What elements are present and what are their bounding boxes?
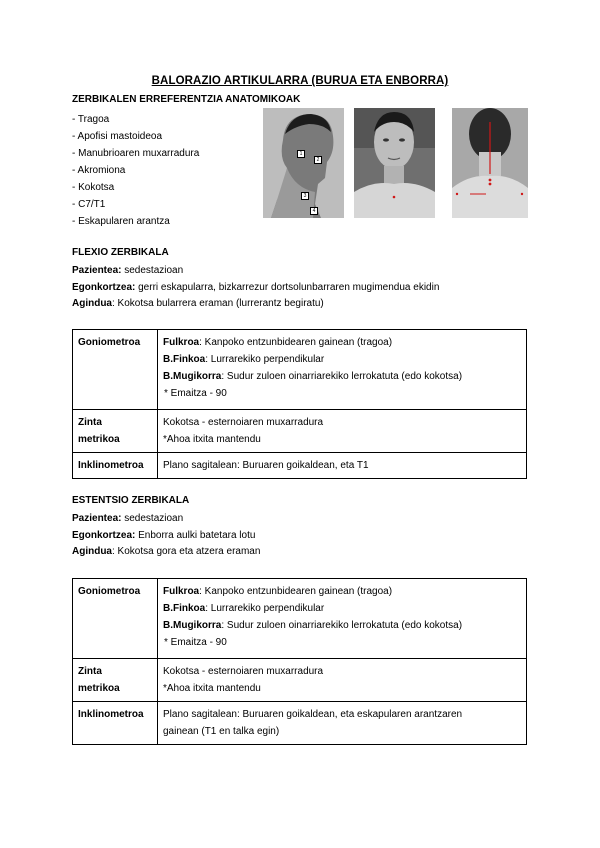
marker-label: 4 <box>310 207 318 215</box>
tape-label-line: Zinta <box>78 417 102 428</box>
tape-note: *Ahoa itxita mantendu <box>163 683 261 694</box>
mobile-arm-label: B.Mugikorra <box>163 620 222 631</box>
inclinometer-cell <box>158 702 527 745</box>
fulcrum-label: Fulkroa <box>163 337 200 348</box>
table-row <box>73 330 527 410</box>
extension-patient-value: sedestazioan <box>121 513 184 524</box>
fixed-arm-value: : Lurrarekiko perpendikular <box>205 354 325 365</box>
goniometer-cell <box>158 330 527 410</box>
inclinometer-value: Plano sagitalean: Buruaren goikaldean, eta T1 <box>158 453 527 479</box>
tape-value: Kokotsa - esternoiaren muxarradura <box>163 417 324 428</box>
fixed-arm-label: B.Finkoa <box>163 603 206 614</box>
marker-label: 3 <box>301 192 309 200</box>
flexion-measurement-table <box>72 329 527 479</box>
extension-stabilization-label: Egonkortzea: <box>72 530 136 541</box>
extension-instruction <box>72 546 260 557</box>
marker-label: 1 <box>297 150 305 158</box>
flexion-instruction <box>72 298 324 309</box>
extension-heading: ESTENTSIO ZERBIKALA <box>72 495 190 506</box>
tape-cell <box>158 659 527 702</box>
list-item: - Apofisi mastoideoa <box>72 131 163 142</box>
flexion-instruction-label: Agindua <box>72 298 112 309</box>
tape-label <box>73 410 158 453</box>
extension-stabilization <box>72 530 255 541</box>
extension-patient-label: Pazientea: <box>72 513 122 524</box>
goniometer-cell <box>158 579 527 659</box>
flexion-heading: FLEXIO ZERBIKALA <box>72 247 169 258</box>
fixed-arm-label: B.Finkoa <box>163 354 206 365</box>
tape-label-line: Zinta <box>78 666 102 677</box>
list-item: - Kokotsa <box>72 182 115 193</box>
table-row <box>73 579 527 659</box>
tape-cell <box>158 410 527 453</box>
result-value: * Emaitza - 90 <box>164 637 227 648</box>
table-row <box>73 453 527 479</box>
list-item: - C7/T1 <box>72 199 106 210</box>
tape-value: Kokotsa - esternoiaren muxarradura <box>163 666 324 677</box>
side-profile-photo <box>263 108 344 218</box>
flexion-instruction-value: : Kokotsa bularrera eraman (lurrerantz begiratu) <box>112 298 324 309</box>
references-heading: ZERBIKALEN ERREFERENTZIA ANATOMIKOAK <box>72 94 301 105</box>
tape-note: *Ahoa itxita mantendu <box>163 434 261 445</box>
table-row <box>73 702 527 745</box>
flexion-patient <box>72 265 183 276</box>
inclinometer-value: Plano sagitalean: Buruaren goikaldean, eta eskapularen arantzaren <box>163 709 463 720</box>
fulcrum-value: : Kanpoko entzunbidearen gainean (tragoa) <box>199 337 393 348</box>
fulcrum-value: : Kanpoko entzunbidearen gainean (tragoa) <box>199 586 393 597</box>
references-list <box>72 113 199 232</box>
tape-label <box>73 659 158 702</box>
page-title: BALORAZIO ARTIKULARRA (BURUA ETA ENBORRA) <box>151 75 449 87</box>
table-row <box>73 410 527 453</box>
inclinometer-value: gainean (T1 en talka egin) <box>163 726 280 737</box>
extension-instruction-value: : Kokotsa gora eta atzera eraman <box>112 546 261 557</box>
flexion-patient-value: sedestazioan <box>121 265 184 276</box>
mobile-arm-value: : Sudur zuloen oinarriarekiko lerrokatuta (edo kokotsa) <box>221 620 463 631</box>
flexion-stabilization-value: gerri eskapularra, bizkarrezur dortsolunbarraren mugimendua ekidin <box>135 282 440 293</box>
tape-label-line: metrikoa <box>78 683 120 694</box>
flexion-stabilization <box>72 282 439 293</box>
extension-instruction-label: Agindua <box>72 546 112 557</box>
mobile-arm-label: B.Mugikorra <box>163 371 222 382</box>
list-item: - Manubrioaren muxarradura <box>72 148 200 159</box>
inclinometer-label: Inklinometroa <box>73 702 158 745</box>
tape-label-line: metrikoa <box>78 434 120 445</box>
fulcrum-label: Fulkroa <box>163 586 200 597</box>
inclinometer-label: Inklinometroa <box>73 453 158 479</box>
list-item: - Eskapularen arantza <box>72 216 170 227</box>
list-item: - Tragoa <box>72 114 110 125</box>
front-photo <box>354 108 435 218</box>
back-photo <box>452 108 528 218</box>
marker-label: 2 <box>314 156 322 164</box>
extension-stabilization-value: Enborra aulki batetara lotu <box>135 530 256 541</box>
result-value: * Emaitza - 90 <box>164 388 227 399</box>
fixed-arm-value: : Lurrarekiko perpendikular <box>205 603 325 614</box>
table-row <box>73 659 527 702</box>
goniometer-label: Goniometroa <box>73 330 158 410</box>
reference-photos <box>263 108 528 218</box>
goniometer-label: Goniometroa <box>73 579 158 659</box>
mobile-arm-value: : Sudur zuloen oinarriarekiko lerrokatuta (edo kokotsa) <box>221 371 463 382</box>
flexion-patient-label: Pazientea: <box>72 265 122 276</box>
extension-patient <box>72 513 183 524</box>
flexion-stabilization-label: Egonkortzea: <box>72 282 136 293</box>
list-item: - Akromiona <box>72 165 126 176</box>
extension-measurement-table <box>72 578 527 745</box>
